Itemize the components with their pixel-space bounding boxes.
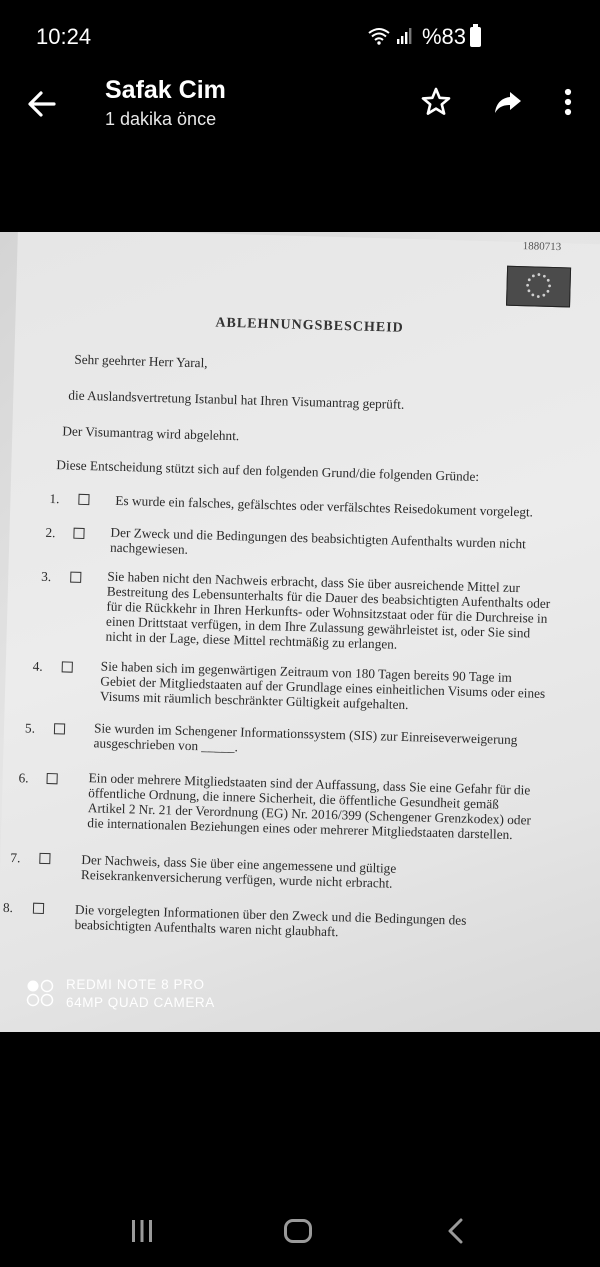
wifi-icon (368, 27, 390, 45)
watermark-line1: REDMI NOTE 8 PRO (66, 977, 205, 992)
checkbox (62, 661, 73, 672)
item-number: 2. (45, 524, 56, 541)
system-nav-bar (0, 1200, 600, 1267)
battery-percent: %83 (422, 24, 467, 49)
item-text: Die vorgelegten Informationen über den Zweck und die Bedingungen des beabsichtigten Aufenthalts waren nicht glaubhaft. (74, 901, 467, 940)
contact-name: Safak Cim (105, 76, 226, 104)
item-text: Sie wurden im Schengener Informationssystem (SIS) zur Einreiseverweigerung ausgeschrieben von _____. (93, 720, 518, 755)
checkbox (78, 494, 89, 505)
item-text: Sie haben nicht den Nachweis erbracht, dass Sie über ausreichende Mittel zur Bestreitung des Lebensunterhalts für die Dauer des beabsichtigten Aufenthalts oder für die Rückkehr in Ihren Herkunfts- oder Wohnsitzstaat oder für die Durchreise in einen Drittstaat verfügen, in dem Ihre Zulassung gewährleistet ist, oder Sie sind nicht in der Lage, diese Mittel rechtmäßig zu erlangen. (105, 568, 551, 652)
document-heading: ABLEHNUNGSBESCHEID (215, 315, 404, 336)
salutation: Sehr geehrter Herr Yaral, (74, 351, 208, 371)
back-arrow-icon[interactable] (26, 88, 58, 120)
camera-watermark (66, 976, 215, 1012)
item-text: Der Zweck und die Bedingungen des beabsichtigten Aufenthalts wurden nicht nachgewiesen. (109, 524, 527, 557)
item-text: Ein oder mehrere Mitgliedstaaten sind der Auffassung, dass Sie eine Gefahr für die öffentliche Ordnung, die innere Sicherheit, die öffentliche Gesundheit gemäß Artikel 2 Nr. 21 der Verordnung (EG) Nr. 2016/399 (Schengener Grenzkodex) oder die internationalen Beziehungen eines oder mehrerer Mitgliedstaaten darstellen. (87, 770, 532, 843)
checkbox (33, 903, 44, 914)
eu-flag-emblem (506, 266, 571, 308)
grounds-intro: Diese Entscheidung stützt sich auf den folgenden Grund/die folgenden Gründe: (56, 457, 480, 484)
checkbox (73, 528, 84, 539)
home-button-icon[interactable] (284, 1219, 312, 1243)
watermark-line2: 64MP QUAD CAMERA (66, 995, 215, 1010)
item-text: Der Nachweis, dass Sie über eine angemessene und gültige Reisekrankenversicherung verfügen, wurde nicht erbracht. (80, 852, 397, 891)
paper-document (0, 232, 600, 1032)
checkbox (46, 773, 57, 784)
nav-back-icon[interactable] (444, 1218, 468, 1244)
decision-text: Der Visumantrag wird abgelehnt. (62, 423, 240, 444)
signal-icons (368, 27, 412, 45)
item-text: Sie haben sich im gegenwärtigen Zeitraum von 180 Tagen bereits 90 Tage im Gebiet der Mitgliedstaaten auf der Grundlage eines einheitlichen Visums oder eines Visums mit räumlich beschränkter Gültigkeit aufgehalten. (99, 658, 546, 713)
checkbox (39, 853, 50, 864)
cell-signal-icon (396, 27, 412, 45)
reference-number: 1880713 (522, 240, 562, 254)
status-time: 10:24 (36, 24, 92, 49)
camera-watermark-icon (26, 978, 56, 1008)
document-photo[interactable] (0, 232, 600, 1032)
status-bar (0, 0, 600, 70)
share-forward-icon[interactable] (490, 84, 526, 120)
battery-icon (470, 27, 481, 47)
item-number: 8. (2, 899, 14, 916)
star-icon[interactable] (418, 84, 454, 120)
item-number: 7. (10, 850, 21, 866)
item-number: 4. (32, 658, 43, 674)
item-number: 3. (41, 568, 52, 585)
item-number: 6. (18, 770, 29, 786)
item-number: 1. (49, 490, 60, 507)
intro-text: die Auslandsvertretung Istanbul hat Ihren Visumantrag geprüft. (68, 387, 405, 412)
checkbox (70, 572, 81, 583)
app-bar (0, 70, 600, 140)
checkbox (54, 723, 65, 734)
item-number: 5. (24, 720, 36, 736)
more-options-icon[interactable] (550, 84, 586, 120)
item-text: Es wurde ein falsches, gefälschtes oder verfälschtes Reisedokument vorgelegt. (115, 492, 534, 520)
sent-time: 1 dakika önce (105, 109, 217, 129)
recent-apps-icon[interactable] (130, 1219, 154, 1243)
